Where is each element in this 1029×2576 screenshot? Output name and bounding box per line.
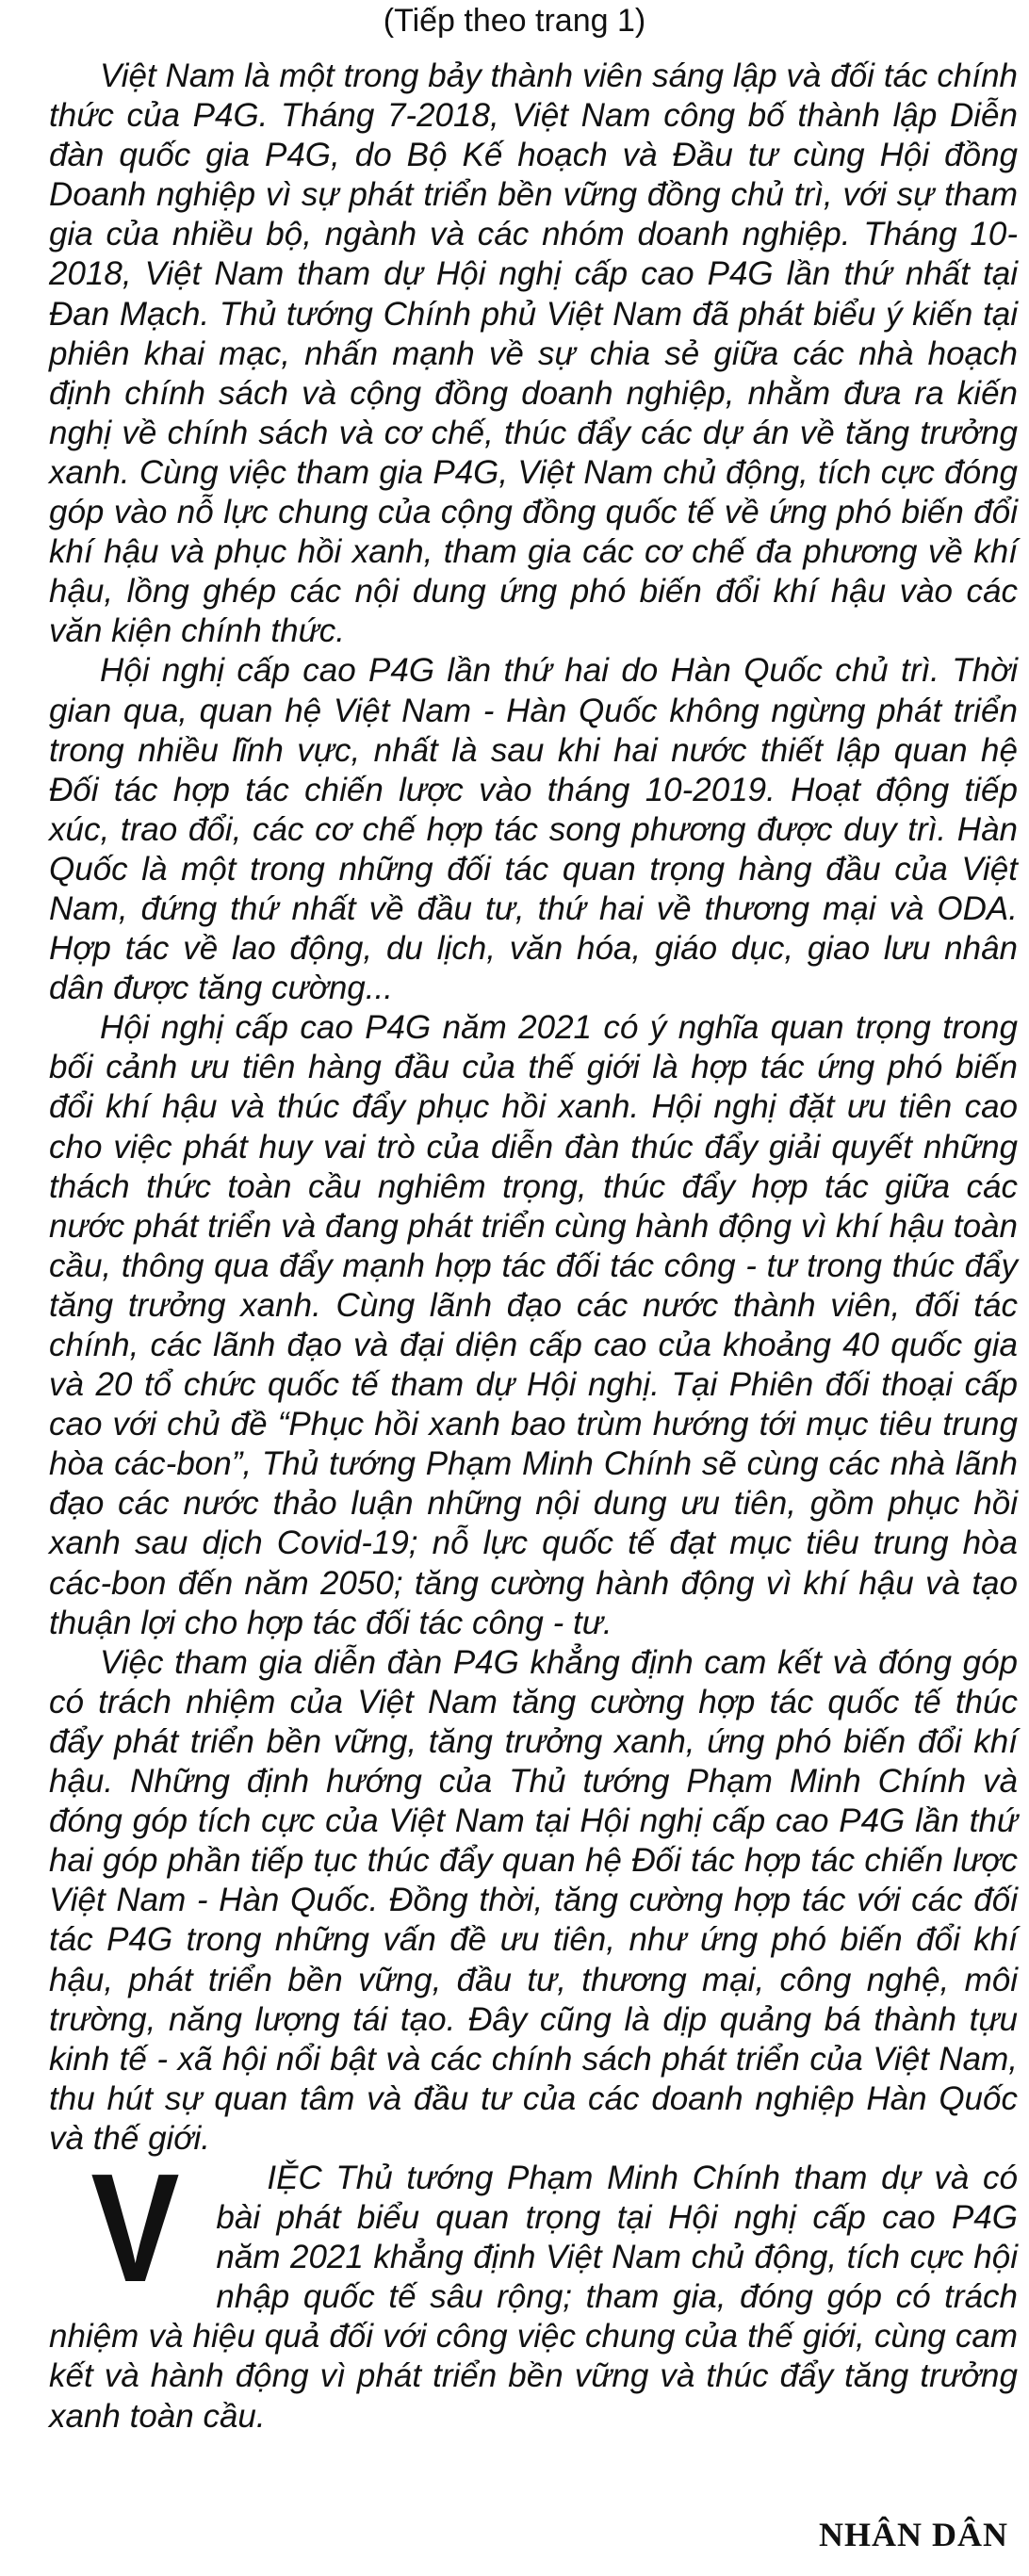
source-credit: NHÂN DÂN — [819, 2516, 1008, 2553]
drop-cap: V — [90, 2141, 180, 2314]
continuation-note: (Tiếp theo trang 1) — [383, 3, 646, 39]
article-paragraph: Việc tham gia diễn đàn P4G khẳng định cam kết và đóng góp có trách nhiệm của Việt Nam tăng cường hợp tác quốc tế thúc đẩy phát triển bền vững, tăng trưởng xanh, ứng phó biến đổi khí hậu. Những định hướng của Thủ tướng Phạm Minh Chính và đóng góp tích cực của Việt Nam tại Hội nghị cấp cao P4G lần thứ hai góp phần tiếp tục thúc đẩy quan hệ Đối tác hợp tác chiến lược Việt Nam - Hàn Quốc. Đồng thời, tăng cường hợp tác với các đối tác P4G trong những vấn đề ưu tiên, như ứng phó biến đổi khí hậu, phát triển bền vững, đầu tư, thương mại, công nghệ, môi trường, năng lượng tái tạo. Đây cũng là dịp quảng bá thành tựu kinh tế - xã hội nổi bật và các chính sách phát triển của Việt Nam, thu hút sự quan tâm và đầu tư của các doanh nghiệp Hàn Quốc và thế giới. — [49, 1643, 1018, 2157]
article-body — [49, 57, 1018, 2437]
article-paragraph: Hội nghị cấp cao P4G năm 2021 có ý nghĩa quan trọng trong bối cảnh ưu tiên hàng đầu của thế giới là hợp tác ứng phó biến đổi khí hậu và thúc đẩy phục hồi xanh. Hội nghị đặt ưu tiên cao cho việc phát huy vai trò của diễn đàn thúc đẩy giải quyết những thách thức toàn cầu nghiêm trọng, thúc đẩy hợp tác giữa các nước phát triển và đang phát triển cùng hành động vì khí hậu toàn cầu, thông qua đẩy mạnh hợp tác đối tác công - tư trong thúc đẩy tăng trưởng xanh. Cùng lãnh đạo các nước thành viên, đối tác chính, các lãnh đạo và đại diện cấp cao của khoảng 40 quốc gia và 20 tổ chức quốc tế tham dự Hội nghị. Tại Phiên đối thoại cấp cao với chủ đề “Phục hồi xanh bao trùm hướng tới mục tiêu trung hòa các-bon”, Thủ tướng Phạm Minh Chính sẽ cùng các nhà lãnh đạo các nước thảo luận những nội dung ưu tiên, gồm phục hồi xanh sau dịch Covid-19; nỗ lực quốc tế đạt mục tiêu trung hòa các-bon đến năm 2050; tăng cường hành động vì khí hậu và tạo thuận lợi cho hợp tác đối tác công - tư. — [49, 1009, 1018, 1641]
closing-text: IỆC Thủ tướng Phạm Minh Chính tham dự và có bài phát biểu quan trọng tại Hội nghị cấp cao P4G năm 2021 khẳng định Việt Nam chủ động, tích cực hội nhập quốc tế sâu rộng; tham gia, đóng góp có trách nhiệm và hiệu quả đối với công việc chung của thế giới, cùng cam kết và hành động vì phát triển bền vững và thúc đẩy tăng trưởng xanh toàn cầu. — [49, 2159, 1018, 2435]
article-paragraph: Việt Nam là một trong bảy thành viên sáng lập và đối tác chính thức của P4G. Tháng 7-2018, Việt Nam công bố thành lập Diễn đàn quốc gia P4G, do Bộ Kế hoạch và Đầu tư cùng Hội đồng Doanh nghiệp vì sự phát triển bền vững đồng chủ trì, với sự tham gia của nhiều bộ, ngành và các nhóm doanh nghiệp. Tháng 10-2018, Việt Nam tham dự Hội nghị cấp cao P4G lần thứ nhất tại Đan Mạch. Thủ tướng Chính phủ Việt Nam đã phát biểu ý kiến tại phiên khai mạc, nhấn mạnh về sự chia sẻ giữa các nhà hoạch định chính sách và cộng đồng doanh nghiệp, nhằm đưa ra kiến nghị về chính sách và cơ chế, thúc đẩy các dự án về tăng trưởng xanh. Cùng việc tham gia P4G, Việt Nam chủ động, tích cực đóng góp vào nỗ lực chung của cộng đồng quốc tế về ứng phó biến đổi khí hậu và phục hồi xanh, tham gia các cơ chế đa phương về khí hậu, lồng ghép các nội dung ứng phó biến đổi khí hậu vào các văn kiện chính thức. — [49, 57, 1018, 650]
article-paragraph: Hội nghị cấp cao P4G lần thứ hai do Hàn Quốc chủ trì. Thời gian qua, quan hệ Việt Nam - Hàn Quốc không ngừng phát triển trong nhiều lĩnh vực, nhất là sau khi hai nước thiết lập quan hệ Đối tác hợp tác chiến lược vào tháng 10-2019. Hoạt động tiếp xúc, trao đổi, các cơ chế hợp tác song phương được duy trì. Hàn Quốc là một trong những đối tác quan trọng hàng đầu của Việt Nam, đứng thứ nhất về đầu tư, thứ hai về thương mại và ODA. Hợp tác về lao động, du lịch, văn hóa, giáo dục, giao lưu nhân dân được tăng cường... — [49, 652, 1018, 1007]
closing-paragraph — [49, 2141, 1018, 2437]
